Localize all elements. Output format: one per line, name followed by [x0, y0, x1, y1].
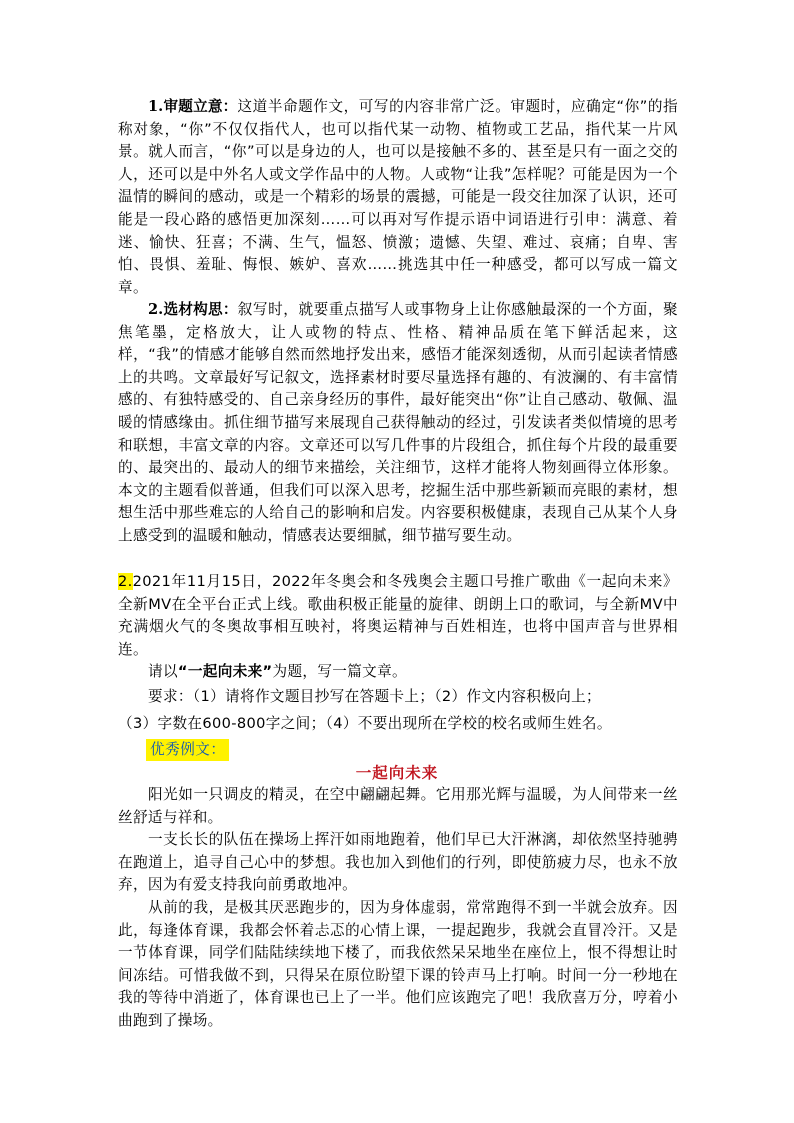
question-2 [118, 571, 678, 735]
essay-paragraph-1: 阳光如一只调皮的精灵，在空中翩翩起舞。它用那光辉与温暖，为人间带来一丝丝舒适与祥和。 [118, 786, 678, 826]
section-heading: 2.选材构思： [148, 301, 238, 318]
question-prompt: 请以“一起向未来”为题，写一篇文章。 [148, 663, 407, 681]
essay-paragraph-3: 从前的我，是极其厌恶跑步的，因为身体虚弱，常常跑得不到一半就会放弃。因此，每逢体育课，我都会怀着忐忑的心情上课，一提起跑步，我就会直冒冷汗。又是一节体育课，同学们陆陆续续地下楼了，而我依然呆呆地坐在座位上，恨不得想让时间冻结。可惜我做不到，只得呆在原位盼望下课的铃声马上打响。时间一分一秒地在我的等待中消逝了，体育课也已上了一半。他们应该跑完了吧！我欣喜万分，哼着小曲跑到了操场。 [118, 898, 678, 1029]
essay-title: 一起向未来 [355, 764, 439, 782]
question-requirements-1: 要求：（1）请将作文题目抄写在答题卡上；（2）作文内容积极向上； [148, 687, 601, 705]
question-number: 2. [118, 573, 133, 590]
prompt-title: “一起向未来” [177, 663, 273, 681]
essay-paragraph-2: 一支长长的队伍在操场上挥汗如雨地跑着，他们早已大汗淋漓，却依然坚持驰骋在跑道上，追寻自己心中的梦想。我也加入到他们的行列，即使筋疲力尽，也永不放弃，因为有爱支持我向前勇敢地冲。 [118, 831, 678, 894]
paragraph-text: 这道半命题作文，可写的内容非常广泛。审题时，应确定“你”的指称对象，“你”不仅仅指代人，也可以指代某一动物、植物或工艺品，指代某一片风景。就人而言，“你”可以是身边的人，也可以是接触不多的、甚至是只有一面之交的人，还可以是中外名人或文学作品中的人物。人或物“让我”怎样呢？可能是因为一个温情的瞬间的感动，或是一个精彩的场景的震撼，可能是一段交往加深了认识，还可能是一段心路的感悟更加深刻……可以再对写作提示语中词语进行引申：满意、着迷、愉快、狂喜；不满、生气，愠怒、愤激；遗憾、失望、难过、哀痛；自卑、害怕、畏惧、羞耻、悔恨、嫉妒、喜欢……挑选其中任一种感受，都可以写成一篇文章。 [118, 98, 678, 296]
question-requirements-2: （3）字数在600-800字之间；（4）不要出现所在学校的校名或师生姓名。 [118, 714, 612, 732]
paragraph-material-ideas [118, 299, 678, 548]
paragraph-topic-analysis [118, 96, 678, 299]
question-background [118, 571, 678, 661]
sample-essay-tag: 优秀例文： [146, 739, 229, 761]
paragraph-text: 叙写时，就要重点描写人或事物身上让你感触最深的一个方面，聚焦笔墨，定格放大，让人或物的特点、性格、精神品质在笔下鲜活起来，这样，“我”的情感才能够自然而然地抒发出来，感悟才能深刻透彻，从而引起读者情感上的共鸣。文章最好写记叙文，选择素材时要尽量选择有趣的、有波澜的、有丰富情感的、有独特感受的、自己亲身经历的事件，最好能突出“你”让自己感动、敬佩、温暖的情感缘由。抓住细节描写来展现自己获得触动的经过，引发读者类似情境的思考和联想，丰富文章的内容。文章还可以写几件事的片段组合，抓住每个片段的最重要的、最突出的、最动人的细节来描绘，关注细节，这样才能将人物刻画得立体形象。本文的主题看似普通，但我们可以深入思考，挖掘生活中那些新颖而亮眼的素材，想想生活中那些难忘的人给自己的影响和启发。内容要积极健康，表现自己从某个人身上感受到的温暖和触动，情感表达要细腻，细节描写要生动。 [118, 301, 678, 544]
section-material [118, 299, 678, 548]
section-heading: 1.审题立意： [148, 98, 238, 115]
question-text: 2021年11月15日，2022年冬奥会和冬残奥会主题口号推广歌曲《一起向未来》全新MV在全平台正式上线。歌曲积极正能量的旋律、朗朗上口的歌词，与全新MV中充满烟火气的冬奥故事相互映衬，将奥运精神与百姓相连，也将中国声音与世界相连。 [118, 573, 678, 658]
section-analysis [118, 96, 678, 299]
essay-body [118, 784, 678, 1033]
